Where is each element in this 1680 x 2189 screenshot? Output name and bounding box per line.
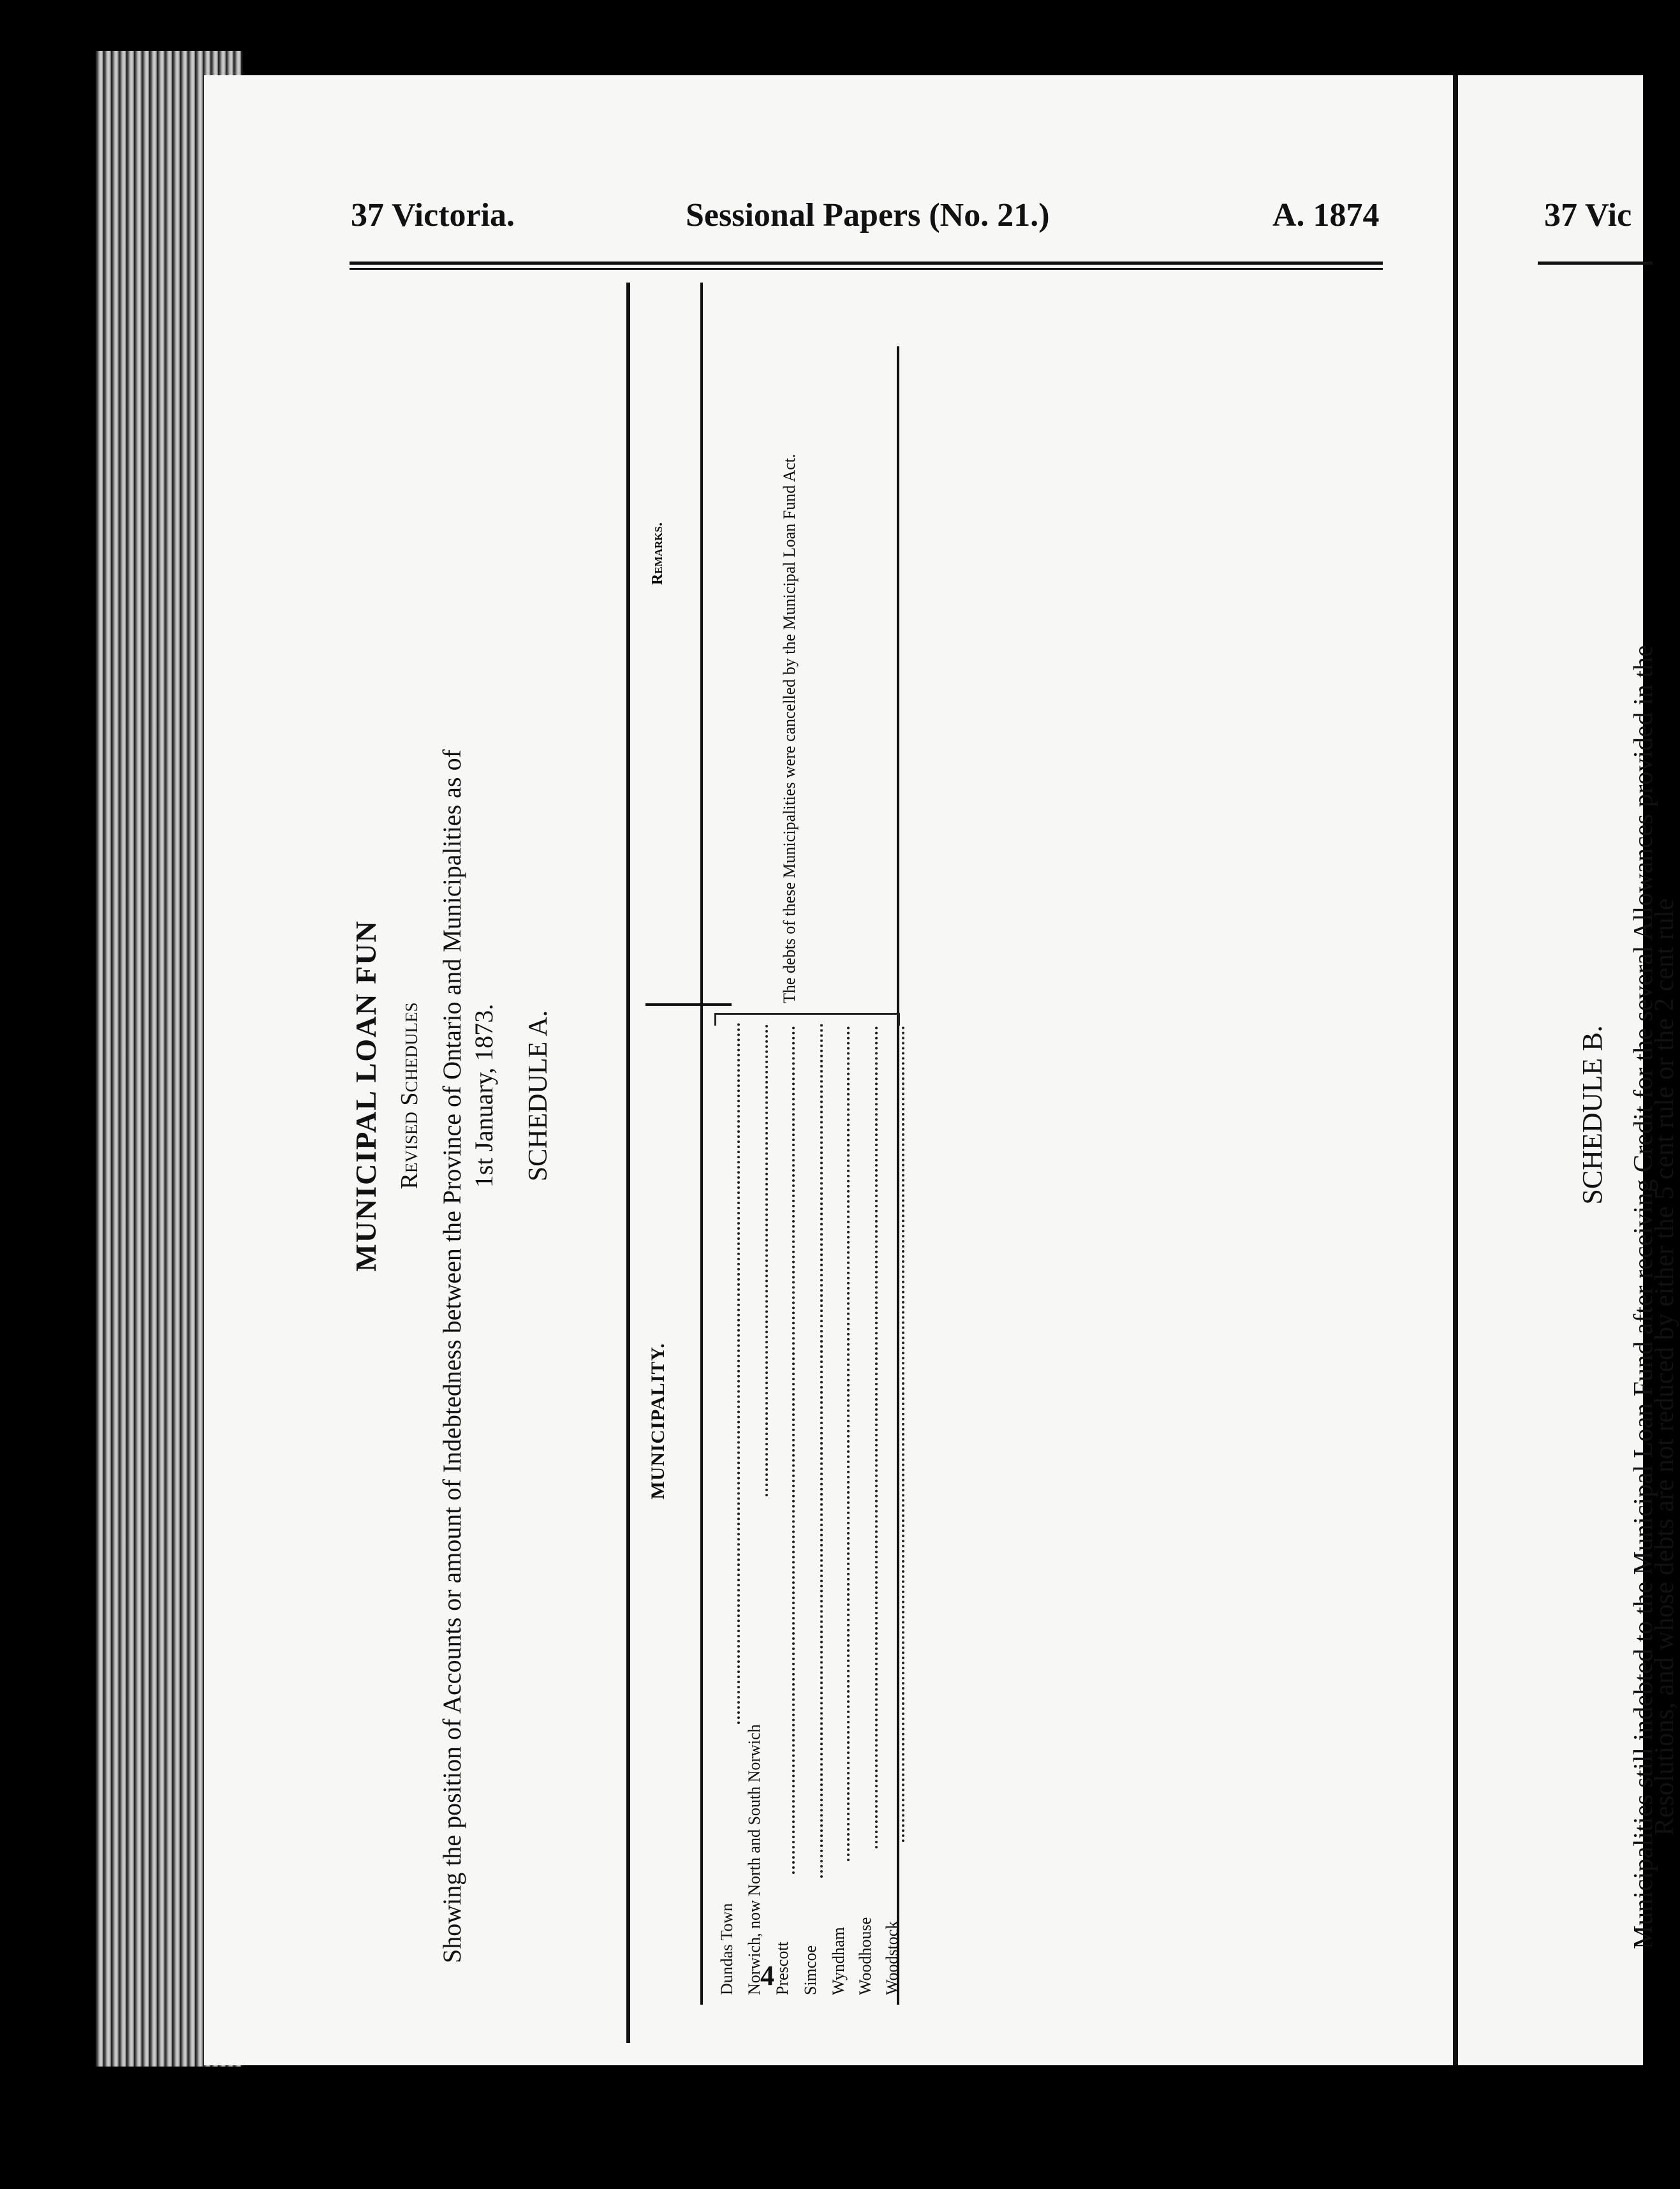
table-left-border bbox=[626, 283, 630, 2043]
dot-leader bbox=[902, 1026, 904, 1842]
document-subtitle: Revised Schedules bbox=[396, 1002, 423, 1190]
schedule-a-heading: SCHEDULE A. bbox=[524, 1010, 553, 1182]
dot-leader bbox=[737, 1022, 740, 1724]
dot-leader bbox=[875, 1026, 878, 1848]
dot-leader bbox=[765, 1024, 768, 1496]
right-page bbox=[1453, 75, 1679, 2065]
table-header-divider bbox=[700, 283, 703, 2005]
dot-leader bbox=[792, 1026, 795, 1874]
schedule-b-heading: SCHEDULE B. bbox=[1577, 1025, 1608, 1205]
table-row: Wyndham bbox=[829, 1927, 848, 1995]
page-mark: 4 bbox=[760, 1960, 774, 1991]
header-volume: 37 Victoria. bbox=[351, 197, 515, 233]
header-rule-bottom bbox=[350, 268, 1383, 270]
header-year: A. 1874 bbox=[1272, 197, 1380, 233]
next-page-header-rule bbox=[1538, 262, 1653, 265]
brace-end bbox=[898, 1013, 900, 1026]
remark-text: The debts of these Municipalities were cancelled by the Municipal Loan Fund Act. bbox=[780, 453, 799, 1003]
brace-bar bbox=[714, 1013, 899, 1015]
table-row: Norwich, now North and South Norwich bbox=[745, 1724, 763, 1995]
description-line-1: Showing the position of Accounts or amount of Indebtedness between the Province of Ontario and Municipalities as of bbox=[438, 749, 466, 1963]
column-header-municipality: MUNICIPALITY. bbox=[647, 1343, 668, 1500]
header-rule-top bbox=[350, 262, 1383, 265]
next-page-header: 37 Vic bbox=[1544, 197, 1632, 233]
left-page bbox=[204, 75, 1454, 2065]
schedule-b-line-1: Municipalities still indebted to the Municipal Loan Fund after receiving Credit for the several Allowances provided in the bbox=[1629, 645, 1658, 1949]
dot-leader bbox=[820, 1023, 823, 1878]
description-line-2: 1st January, 1873. bbox=[469, 1003, 498, 1188]
table-row: Simcoe bbox=[801, 1945, 820, 1995]
column-header-remarks: Remarks. bbox=[649, 522, 666, 585]
table-row: Dundas Town bbox=[718, 1903, 736, 1995]
table-row: Woodhouse bbox=[856, 1917, 874, 1995]
table-row: Prescott bbox=[773, 1942, 792, 1995]
dot-leader bbox=[847, 1026, 850, 1861]
column-separator bbox=[645, 1003, 732, 1006]
header-sessional-papers: Sessional Papers (No. 21.) bbox=[686, 197, 1050, 233]
schedule-b-line-2: Resolutions, and whose debts are not reduced by either the 5 cent rule or the 2 cent rule bbox=[1650, 898, 1679, 1836]
document-title: MUNICIPAL LOAN FUN bbox=[350, 920, 382, 1272]
table-row: Woodstock bbox=[883, 1920, 901, 1995]
brace-end bbox=[714, 1013, 716, 1026]
